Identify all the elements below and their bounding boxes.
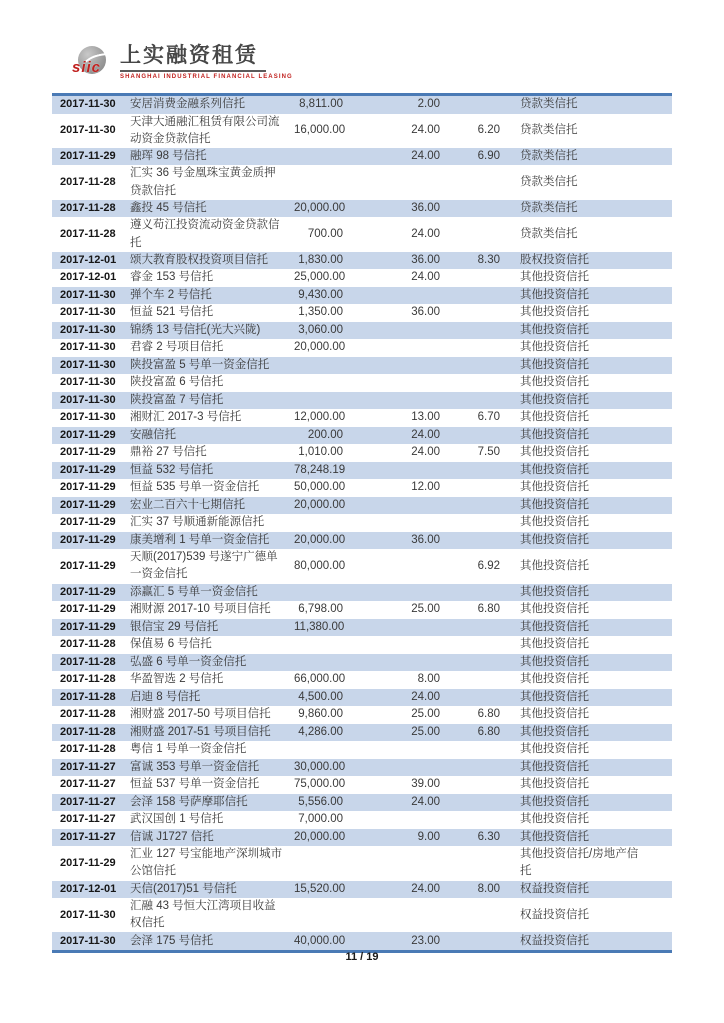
row-product-name: 恒益 535 号单一资金信托 xyxy=(130,481,260,494)
row-product-name: 天信(2017)51 号信托 xyxy=(130,882,237,895)
row-category: 其他投资信托 xyxy=(520,559,589,572)
row-category: 其他投资信托 xyxy=(520,446,589,459)
row-amount: 12,000.00 xyxy=(294,411,346,424)
table-row xyxy=(52,114,672,148)
row-rate: 6.20 xyxy=(477,124,500,137)
row-category: 其他投资信托 xyxy=(520,690,589,703)
table-row xyxy=(52,252,672,270)
row-amount: 66,000.00 xyxy=(294,673,346,686)
row-term-months: 24.00 xyxy=(411,690,440,703)
row-date: 2017-11-30 xyxy=(60,908,116,921)
row-amount: 11,380.00 xyxy=(294,620,345,633)
table-row xyxy=(52,706,672,724)
table-row xyxy=(52,584,672,602)
row-product-name: 恒益 532 号信托 xyxy=(130,463,214,476)
row-date: 2017-11-29 xyxy=(60,620,116,633)
row-product-name: 汇实 36 号金凰珠宝黄金质押贷款信托 xyxy=(130,167,276,197)
table-row xyxy=(52,165,672,199)
row-date: 2017-11-29 xyxy=(60,603,116,616)
row-category: 其他投资信托/房地产信托 xyxy=(520,848,639,878)
row-date: 2017-11-28 xyxy=(60,655,116,668)
row-amount: 700.00 xyxy=(307,227,343,240)
table-row xyxy=(52,932,672,950)
row-amount: 6,798.00 xyxy=(298,603,343,616)
table-row xyxy=(52,898,672,932)
row-category: 股权投资信托 xyxy=(520,253,589,266)
row-category: 其他投资信托 xyxy=(520,760,589,773)
row-date: 2017-11-28 xyxy=(60,743,116,756)
row-date: 2017-11-29 xyxy=(60,498,116,511)
table-row xyxy=(52,409,672,427)
row-term-months: 36.00 xyxy=(411,201,440,214)
row-amount: 1,010.00 xyxy=(298,446,343,459)
row-amount: 1,830.00 xyxy=(298,253,343,266)
row-category: 其他投资信托 xyxy=(520,516,589,529)
table-row xyxy=(52,322,672,340)
row-product-name: 安融信托 xyxy=(130,428,176,441)
row-product-name: 会泽 158 号萨摩耶信托 xyxy=(130,795,248,808)
table-row xyxy=(52,776,672,794)
table-row xyxy=(52,514,672,532)
row-amount: 20,000.00 xyxy=(294,533,346,546)
row-product-name: 弹个车 2 号信托 xyxy=(130,288,212,301)
row-category: 贷款类信托 xyxy=(520,227,578,240)
row-product-name: 陕投富盈 7 号信托 xyxy=(130,393,224,406)
row-category: 贷款类信托 xyxy=(520,176,578,188)
row-amount: 3,060.00 xyxy=(298,323,343,336)
row-date: 2017-11-27 xyxy=(60,778,116,791)
row-product-name: 会泽 175 号信托 xyxy=(130,934,214,947)
row-product-name: 添赢汇 5 号单一资金信托 xyxy=(130,585,258,598)
row-term-months: 9.00 xyxy=(417,830,440,843)
row-product-name: 启迪 8 号信托 xyxy=(130,690,201,703)
row-date: 2017-11-29 xyxy=(60,516,116,529)
row-product-name: 汇实 37 号顺通新能源信托 xyxy=(130,516,265,529)
row-product-name: 银信宝 29 号信托 xyxy=(130,620,219,633)
row-term-months: 24.00 xyxy=(411,882,440,895)
row-amount: 80,000.00 xyxy=(294,559,346,572)
page-number: 11 / 19 xyxy=(345,951,379,963)
table-row xyxy=(52,811,672,829)
row-term-months: 24.00 xyxy=(411,150,440,163)
row-term-months: 24.00 xyxy=(411,795,440,808)
table-row xyxy=(52,444,672,462)
row-category: 其他投资信托 xyxy=(520,306,589,319)
row-product-name: 融珲 98 号信托 xyxy=(130,150,207,163)
row-category: 权益投资信托 xyxy=(520,882,589,895)
table-row xyxy=(52,304,672,322)
row-amount: 20,000.00 xyxy=(294,830,346,843)
row-amount: 20,000.00 xyxy=(294,341,346,354)
row-product-name: 恒益 537 号单一资金信托 xyxy=(130,778,260,791)
table-row xyxy=(52,374,672,392)
table-row xyxy=(52,392,672,410)
siic-logo xyxy=(72,46,114,80)
row-category: 其他投资信托 xyxy=(520,323,589,336)
row-date: 2017-11-27 xyxy=(60,795,116,808)
row-amount: 25,000.00 xyxy=(294,271,346,284)
row-date: 2017-11-29 xyxy=(60,559,116,572)
row-product-name: 天顺(2017)539 号遂宁广德单一资金信托 xyxy=(130,551,278,581)
row-amount: 5,556.00 xyxy=(298,795,343,808)
row-term-months: 36.00 xyxy=(411,253,440,266)
row-category: 其他投资信托 xyxy=(520,271,589,284)
table-row xyxy=(52,601,672,619)
row-category: 贷款类信托 xyxy=(520,201,578,214)
table-row xyxy=(52,148,672,166)
row-rate: 6.80 xyxy=(477,603,500,616)
row-category: 其他投资信托 xyxy=(520,743,589,756)
row-category: 其他投资信托 xyxy=(520,481,589,494)
row-category: 其他投资信托 xyxy=(520,673,589,686)
row-date: 2017-11-30 xyxy=(60,306,116,319)
row-amount: 8,811.00 xyxy=(299,98,343,111)
row-term-months: 24.00 xyxy=(411,428,440,441)
row-term-months: 39.00 xyxy=(411,778,440,791)
row-product-name: 锦绣 13 号信托(光大兴陇) xyxy=(130,323,261,336)
row-date: 2017-11-27 xyxy=(60,813,116,826)
row-date: 2017-11-28 xyxy=(60,176,116,188)
row-category: 其他投资信托 xyxy=(520,288,589,301)
row-product-name: 陕投富盈 5 号单一资金信托 xyxy=(130,358,270,371)
table-row xyxy=(52,689,672,707)
table-row xyxy=(52,724,672,742)
row-category: 贷款类信托 xyxy=(520,124,578,137)
row-product-name: 保值易 6 号信托 xyxy=(130,638,212,651)
row-category: 其他投资信托 xyxy=(520,725,589,738)
row-product-name: 汇业 127 号宝能地产深圳城市公馆信托 xyxy=(130,848,283,878)
row-category: 贷款类信托 xyxy=(520,150,578,163)
row-rate: 6.70 xyxy=(477,411,500,424)
table-row xyxy=(52,217,672,251)
row-product-name: 睿金 153 号信托 xyxy=(130,271,214,284)
row-rate: 8.30 xyxy=(477,253,500,266)
row-term-months: 36.00 xyxy=(411,533,440,546)
table-row xyxy=(52,479,672,497)
row-product-name: 陕投富盈 6 号信托 xyxy=(130,376,224,389)
row-term-months: 25.00 xyxy=(411,708,440,721)
table-row xyxy=(52,671,672,689)
row-category: 贷款类信托 xyxy=(520,98,578,111)
row-product-name: 遵义苟江投资流动资金贷款信托 xyxy=(130,219,280,249)
row-product-name: 汇融 43 号恒大江湾项目收益权信托 xyxy=(130,900,276,930)
table-row xyxy=(52,532,672,550)
row-term-months: 2.00 xyxy=(417,98,440,111)
row-category: 其他投资信托 xyxy=(520,620,589,633)
row-term-months: 24.00 xyxy=(411,446,440,459)
row-term-months: 25.00 xyxy=(411,725,440,738)
row-product-name: 武汉国创 1 号信托 xyxy=(130,813,224,826)
row-category: 其他投资信托 xyxy=(520,376,589,389)
row-date: 2017-11-30 xyxy=(60,411,116,424)
row-product-name: 恒益 521 号信托 xyxy=(130,306,214,319)
row-date: 2017-11-30 xyxy=(60,934,116,947)
row-date: 2017-11-29 xyxy=(60,446,116,459)
company-brand xyxy=(120,44,293,80)
row-product-name: 信诚 J1727 信托 xyxy=(130,830,214,843)
row-amount: 78,248.19 xyxy=(294,463,346,476)
row-product-name: 弘盛 6 号单一资金信托 xyxy=(130,655,247,668)
row-date: 2017-11-30 xyxy=(60,288,116,301)
row-date: 2017-11-30 xyxy=(60,341,116,354)
table-row xyxy=(52,549,672,583)
row-date: 2017-11-30 xyxy=(60,358,116,371)
row-category: 其他投资信托 xyxy=(520,778,589,791)
row-term-months: 24.00 xyxy=(411,271,440,284)
row-rate: 6.30 xyxy=(477,830,500,843)
row-amount: 75,000.00 xyxy=(294,778,346,791)
row-product-name: 粤信 1 号单一资金信托 xyxy=(130,743,247,756)
row-rate: 6.80 xyxy=(477,725,500,738)
siic-wordmark: siic xyxy=(72,59,102,76)
row-category: 其他投资信托 xyxy=(520,813,589,826)
row-category: 其他投资信托 xyxy=(520,603,589,616)
row-amount: 20,000.00 xyxy=(294,498,346,511)
row-category: 其他投资信托 xyxy=(520,638,589,651)
row-category: 其他投资信托 xyxy=(520,585,589,598)
company-name-english: SHANGHAI INDUSTRIAL FINANCIAL LEASING xyxy=(120,74,293,80)
table-row xyxy=(52,759,672,777)
trust-products-table xyxy=(52,93,672,953)
row-category: 其他投资信托 xyxy=(520,533,589,546)
row-category: 其他投资信托 xyxy=(520,428,589,441)
row-term-months: 36.00 xyxy=(411,306,440,319)
row-rate: 7.50 xyxy=(477,446,500,459)
row-product-name: 天津大通融汇租赁有限公司流动资金贷款信托 xyxy=(130,115,280,145)
table-row xyxy=(52,96,672,114)
row-term-months: 23.00 xyxy=(411,934,440,947)
row-rate: 8.00 xyxy=(477,882,500,895)
row-date: 2017-11-27 xyxy=(60,830,116,843)
row-product-name: 湘财盛 2017-50 号项目信托 xyxy=(130,708,271,721)
row-term-months: 13.00 xyxy=(411,411,440,424)
row-category: 其他投资信托 xyxy=(520,411,589,424)
row-product-name: 湘财汇 2017-3 号信托 xyxy=(130,411,242,424)
table-row xyxy=(52,357,672,375)
row-date: 2017-11-27 xyxy=(60,760,116,773)
table-row xyxy=(52,497,672,515)
row-amount: 7,000.00 xyxy=(298,813,343,826)
row-term-months: 25.00 xyxy=(411,603,440,616)
row-product-name: 富诚 353 号单一资金信托 xyxy=(130,760,260,773)
table-row xyxy=(52,200,672,218)
row-product-name: 宏业二百六十七期信托 xyxy=(130,498,245,511)
row-product-name: 鑫投 45 号信托 xyxy=(130,201,207,214)
row-category: 其他投资信托 xyxy=(520,341,589,354)
table-row xyxy=(52,881,672,899)
row-category: 其他投资信托 xyxy=(520,655,589,668)
table-row xyxy=(52,654,672,672)
row-amount: 9,430.00 xyxy=(298,288,343,301)
table-row xyxy=(52,427,672,445)
row-date: 2017-11-30 xyxy=(60,124,116,137)
row-product-name: 湘财源 2017-10 号项目信托 xyxy=(130,603,271,616)
row-date: 2017-12-01 xyxy=(60,882,117,895)
row-category: 权益投资信托 xyxy=(520,934,589,947)
row-amount: 30,000.00 xyxy=(294,760,346,773)
row-amount: 4,500.00 xyxy=(298,690,343,703)
company-header xyxy=(72,44,293,88)
row-amount: 15,520.00 xyxy=(294,882,346,895)
table-row xyxy=(52,794,672,812)
row-date: 2017-11-28 xyxy=(60,201,116,214)
row-product-name: 康美增利 1 号单一资金信托 xyxy=(130,533,270,546)
row-term-months: 8.00 xyxy=(417,673,440,686)
row-rate: 6.90 xyxy=(477,150,500,163)
row-date: 2017-11-29 xyxy=(60,428,116,441)
row-amount: 1,350.00 xyxy=(298,306,343,319)
row-term-months: 12.00 xyxy=(411,481,440,494)
row-product-name: 鼎裕 27 号信托 xyxy=(130,446,207,459)
table-row xyxy=(52,287,672,305)
row-date: 2017-11-29 xyxy=(60,463,116,476)
row-rate: 6.80 xyxy=(477,708,500,721)
row-product-name: 安居消费金融系列信托 xyxy=(130,98,245,111)
row-category: 其他投资信托 xyxy=(520,463,589,476)
row-product-name: 君睿 2 号项目信托 xyxy=(130,341,224,354)
row-category: 其他投资信托 xyxy=(520,795,589,808)
row-category: 其他投资信托 xyxy=(520,830,589,843)
row-category: 其他投资信托 xyxy=(520,393,589,406)
row-date: 2017-12-01 xyxy=(60,253,117,266)
row-rate: 6.92 xyxy=(477,559,500,572)
row-product-name: 湘财盛 2017-51 号项目信托 xyxy=(130,725,271,738)
row-date: 2017-12-01 xyxy=(60,271,117,284)
table-row xyxy=(52,741,672,759)
table-row xyxy=(52,462,672,480)
row-amount: 4,286.00 xyxy=(298,725,343,738)
company-name-chinese: 上实融资租赁 xyxy=(120,44,258,67)
page-footer xyxy=(0,951,724,963)
table-row xyxy=(52,846,672,880)
row-amount: 50,000.00 xyxy=(294,481,346,494)
row-date: 2017-11-29 xyxy=(60,585,116,598)
row-amount: 20,000.00 xyxy=(294,201,346,214)
row-category: 权益投资信托 xyxy=(520,908,589,921)
row-date: 2017-11-28 xyxy=(60,227,116,240)
table-row xyxy=(52,619,672,637)
row-date: 2017-11-30 xyxy=(60,376,116,389)
row-category: 其他投资信托 xyxy=(520,358,589,371)
table-row xyxy=(52,829,672,847)
row-term-months: 24.00 xyxy=(411,124,440,137)
row-amount: 40,000.00 xyxy=(294,934,346,947)
row-product-name: 华盈智选 2 号信托 xyxy=(130,673,224,686)
row-date: 2017-11-30 xyxy=(60,323,116,336)
row-amount: 9,860.00 xyxy=(298,708,343,721)
table-row xyxy=(52,339,672,357)
table-row xyxy=(52,636,672,654)
row-date: 2017-11-30 xyxy=(60,98,116,111)
table-row xyxy=(52,269,672,287)
row-amount: 200.00 xyxy=(307,428,343,441)
row-date: 2017-11-29 xyxy=(60,856,116,869)
row-date: 2017-11-29 xyxy=(60,533,116,546)
row-date: 2017-11-29 xyxy=(60,481,116,494)
row-date: 2017-11-28 xyxy=(60,638,116,651)
row-date: 2017-11-28 xyxy=(60,725,116,738)
row-date: 2017-11-30 xyxy=(60,393,116,406)
row-date: 2017-11-28 xyxy=(60,708,116,721)
brand-underline xyxy=(120,70,266,72)
row-product-name: 颂大教育股权投资项目信托 xyxy=(130,253,268,266)
row-term-months: 24.00 xyxy=(411,227,440,240)
row-category: 其他投资信托 xyxy=(520,708,589,721)
row-date: 2017-11-28 xyxy=(60,690,116,703)
row-date: 2017-11-29 xyxy=(60,150,116,163)
row-category: 其他投资信托 xyxy=(520,498,589,511)
row-amount: 16,000.00 xyxy=(294,124,346,137)
row-date: 2017-11-28 xyxy=(60,673,116,686)
